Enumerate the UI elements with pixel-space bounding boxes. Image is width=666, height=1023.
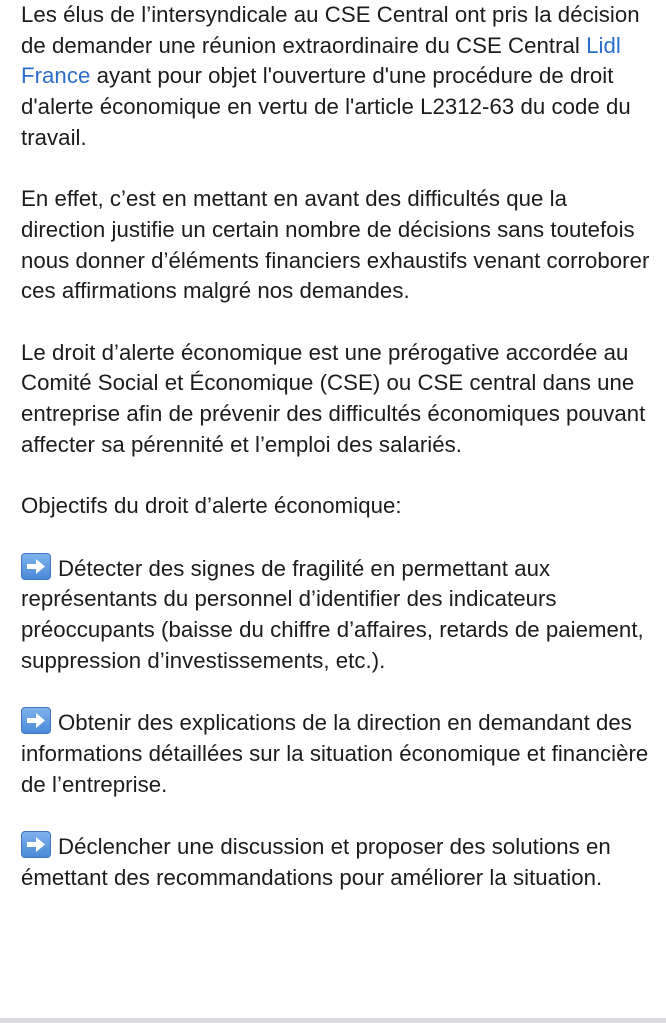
- paragraph-intro: [21, 0, 651, 154]
- bullet-text: Obtenir des explications de la direction en demandant des informations détaillées sur la situation économique et financière de l’entreprise.: [21, 710, 649, 797]
- bullet-text: Déclencher une discussion et proposer des solutions en émettant des recommandations pour améliorer la situation.: [21, 833, 611, 890]
- bullet-item: [21, 831, 651, 893]
- lidl-france-link[interactable]: Lidl France: [21, 32, 621, 89]
- bottom-divider: [0, 1018, 666, 1023]
- right-arrow-icon: [21, 707, 51, 734]
- right-arrow-icon: [21, 831, 51, 858]
- bullet-item: [21, 553, 651, 677]
- paragraph-definition: Le droit d’alerte économique est une prérogative accordée au Comité Social et Économique (CSE) ou CSE central dans une entreprise afin de prévenir des difficultés économiques pouvant affecter sa pérennité et l’emploi des salariés.: [21, 339, 646, 457]
- bullet-text: Détecter des signes de fragilité en permettant aux représentants du personnel d’identifier des indicateurs préoccupants (baisse du chiffre d’affaires, retards de paiement, suppression d’investissements, etc.).: [21, 555, 644, 673]
- bullet-item: [21, 707, 651, 800]
- paragraph-context: En effet, c’est en mettant en avant des difficultés que la direction justifie un certain nombre de décisions sans toutefois nous donner d’éléments financiers exhaustifs venant corroborer ces affirmations malgré nos demandes.: [21, 186, 650, 304]
- paragraph-intro-text-before: Les élus de l’intersyndicale au CSE Central ont pris la décision de demander une réunion extraordinaire du CSE Central: [21, 2, 640, 58]
- post-body: [21, 0, 651, 893]
- paragraph-intro-text-after: ayant pour objet l'ouverture d'une procédure de droit d'alerte économique en vertu de l'article L2312-63 du code du travail.: [21, 63, 631, 150]
- right-arrow-icon: [21, 553, 51, 580]
- paragraph-objectives-heading: Objectifs du droit d’alerte économique:: [21, 493, 402, 519]
